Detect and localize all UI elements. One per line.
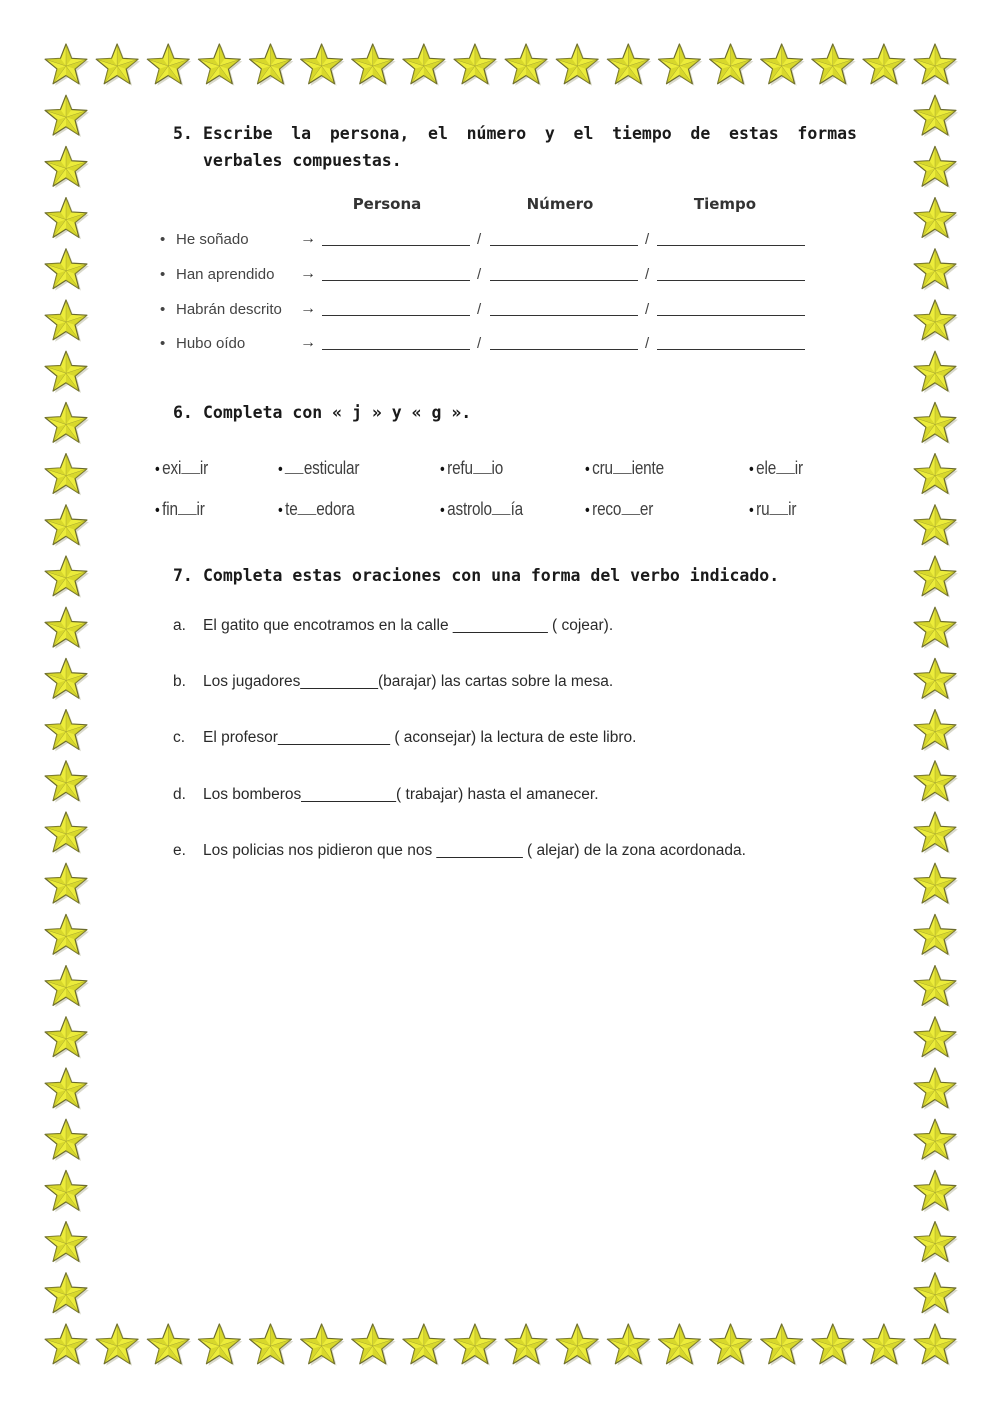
star-icon bbox=[45, 710, 89, 752]
star-icon bbox=[914, 1119, 958, 1161]
verb-form-label: He soñado bbox=[176, 231, 249, 248]
sentence-item bbox=[173, 673, 613, 691]
star-icon bbox=[96, 1324, 140, 1366]
bullet: • bbox=[278, 461, 283, 478]
arrow-right-icon: → bbox=[300, 265, 316, 282]
star-icon bbox=[45, 1017, 89, 1059]
star-icon bbox=[45, 198, 89, 240]
word-start: astrolo bbox=[447, 499, 492, 519]
arrow-right-icon: → bbox=[300, 334, 316, 351]
star-icon bbox=[45, 249, 89, 291]
arrow-right-icon: → bbox=[300, 300, 316, 317]
word-end: edora bbox=[316, 499, 355, 519]
star-icon bbox=[914, 812, 958, 854]
bullet: • bbox=[160, 301, 166, 318]
letter-blank[interactable] bbox=[178, 513, 197, 515]
star-icon bbox=[45, 812, 89, 854]
star-icon bbox=[454, 44, 498, 86]
star-icon bbox=[914, 556, 958, 598]
star-icon bbox=[812, 44, 856, 86]
star-icon bbox=[914, 914, 958, 956]
separator-slash: / bbox=[645, 231, 650, 248]
separator-slash: / bbox=[477, 231, 482, 248]
letter-blank[interactable] bbox=[473, 472, 492, 474]
sentence-text: El profesor_____________ ( aconsejar) la lectura de este libro. bbox=[203, 729, 637, 746]
star-icon bbox=[863, 1324, 907, 1366]
star-icon bbox=[403, 1324, 447, 1366]
star-icon bbox=[914, 505, 958, 547]
verb-form-label: Han aprendido bbox=[176, 266, 275, 283]
word-end: er bbox=[639, 499, 654, 519]
bullet: • bbox=[749, 461, 754, 478]
separator-slash: / bbox=[645, 301, 650, 318]
word-end: ir bbox=[788, 499, 797, 519]
separator-slash: / bbox=[645, 335, 650, 352]
sentence-item bbox=[173, 617, 613, 635]
answer-blank-tiempo[interactable] bbox=[657, 280, 805, 281]
star-icon bbox=[914, 300, 958, 342]
bullet: • bbox=[749, 502, 754, 519]
star-icon bbox=[710, 44, 754, 86]
star-icon bbox=[45, 44, 89, 86]
sentence-letter: a. bbox=[173, 617, 186, 634]
section-6-heading bbox=[173, 403, 857, 422]
star-icon bbox=[914, 1222, 958, 1264]
star-icon bbox=[45, 146, 89, 188]
word-end: esticular bbox=[303, 458, 360, 478]
star-icon bbox=[403, 44, 447, 86]
section-5-title: Escribe la persona, el número y el tiempo de estas formas verbales compuestas. bbox=[203, 124, 857, 170]
letter-blank[interactable] bbox=[613, 472, 632, 474]
letter-blank[interactable] bbox=[769, 513, 788, 515]
star-icon bbox=[96, 44, 140, 86]
star-icon bbox=[914, 761, 958, 803]
star-icon bbox=[45, 556, 89, 598]
star-icon bbox=[914, 249, 958, 291]
answer-blank-persona[interactable] bbox=[322, 349, 470, 350]
letter-blank[interactable] bbox=[776, 472, 795, 474]
fill-in-word bbox=[278, 499, 355, 520]
star-icon bbox=[45, 454, 89, 496]
letter-blank[interactable] bbox=[285, 472, 304, 474]
star-icon bbox=[505, 1324, 549, 1366]
star-icon bbox=[147, 44, 191, 86]
star-icon bbox=[45, 966, 89, 1008]
star-icon bbox=[914, 44, 958, 86]
star-icon bbox=[914, 1273, 958, 1315]
word-start: reco bbox=[592, 499, 622, 519]
bullet: • bbox=[440, 461, 445, 478]
star-icon bbox=[45, 761, 89, 803]
word-end: io bbox=[491, 458, 504, 478]
bullet: • bbox=[160, 335, 166, 352]
section-6-title: Completa con « j » y « g ». bbox=[203, 403, 472, 422]
letter-blank[interactable] bbox=[621, 513, 640, 515]
star-icon bbox=[250, 1324, 294, 1366]
star-icon bbox=[45, 1324, 89, 1366]
star-icon bbox=[710, 1324, 754, 1366]
star-icon bbox=[914, 863, 958, 905]
star-icon bbox=[352, 1324, 396, 1366]
bullet: • bbox=[278, 502, 283, 519]
arrow-right-icon: → bbox=[300, 230, 316, 247]
star-icon bbox=[914, 1068, 958, 1110]
word-start: cru bbox=[592, 458, 613, 478]
bullet: • bbox=[585, 461, 590, 478]
sentence-letter: b. bbox=[173, 673, 186, 690]
separator-slash: / bbox=[477, 335, 482, 352]
answer-blank-tiempo[interactable] bbox=[657, 349, 805, 350]
column-header-tiempo: Tiempo bbox=[693, 195, 757, 213]
verb-form-label: Hubo oído bbox=[176, 335, 246, 352]
section-7-number: 7. bbox=[173, 566, 193, 585]
sentence-letter: c. bbox=[173, 729, 186, 746]
star-icon bbox=[914, 710, 958, 752]
fill-in-word bbox=[440, 499, 523, 520]
star-icon bbox=[658, 1324, 702, 1366]
sentence-letter: d. bbox=[173, 786, 186, 803]
word-start: exi bbox=[162, 458, 182, 478]
star-icon bbox=[914, 146, 958, 188]
bullet: • bbox=[160, 266, 166, 283]
answer-blank-numero[interactable] bbox=[490, 349, 638, 350]
star-icon bbox=[863, 44, 907, 86]
word-start: ele bbox=[756, 458, 777, 478]
fill-in-word bbox=[749, 499, 796, 520]
fill-in-word bbox=[278, 458, 359, 479]
sentence-letter: e. bbox=[173, 842, 186, 859]
word-end: ir bbox=[196, 499, 205, 519]
answer-blank-numero[interactable] bbox=[490, 315, 638, 316]
word-start: te bbox=[285, 499, 298, 519]
star-icon bbox=[914, 1170, 958, 1212]
bullet: • bbox=[155, 502, 160, 519]
fill-in-word bbox=[155, 458, 208, 479]
bullet: • bbox=[160, 231, 166, 248]
star-icon bbox=[45, 607, 89, 649]
star-icon bbox=[607, 44, 651, 86]
section-5-heading bbox=[173, 120, 857, 174]
star-icon bbox=[914, 1017, 958, 1059]
star-icon bbox=[914, 402, 958, 444]
sentence-text: El gatito que encotramos en la calle ___________ ( cojear). bbox=[203, 617, 614, 634]
star-icon bbox=[556, 44, 600, 86]
answer-blank-numero[interactable] bbox=[490, 280, 638, 281]
star-icon bbox=[198, 1324, 242, 1366]
word-end: ir bbox=[199, 458, 209, 478]
star-icon bbox=[761, 44, 805, 86]
star-icon bbox=[761, 1324, 805, 1366]
star-icon bbox=[556, 1324, 600, 1366]
star-icon bbox=[45, 1119, 89, 1161]
sentence-text: Los policias nos pidieron que nos __________ ( alejar) de la zona acordonada. bbox=[203, 842, 746, 859]
word-end: ía bbox=[510, 499, 524, 519]
word-end: ir bbox=[794, 458, 803, 478]
star-icon bbox=[914, 1324, 958, 1366]
section-7-title: Completa estas oraciones con una forma del verbo indicado. bbox=[203, 566, 780, 585]
answer-blank-persona[interactable] bbox=[322, 245, 470, 246]
star-icon bbox=[505, 44, 549, 86]
section-7-heading bbox=[173, 566, 857, 585]
letter-blank[interactable] bbox=[181, 472, 200, 474]
star-icon bbox=[301, 44, 345, 86]
star-icon bbox=[658, 44, 702, 86]
answer-blank-persona[interactable] bbox=[322, 315, 470, 316]
word-end: iente bbox=[631, 458, 664, 478]
star-icon bbox=[198, 44, 242, 86]
sentence-item bbox=[173, 729, 636, 747]
fill-in-word bbox=[155, 499, 205, 520]
sentence-item bbox=[173, 842, 746, 860]
star-icon bbox=[914, 95, 958, 137]
answer-blank-tiempo[interactable] bbox=[657, 245, 805, 246]
star-icon bbox=[45, 658, 89, 700]
star-icon bbox=[301, 1324, 345, 1366]
bullet: • bbox=[155, 461, 160, 478]
fill-in-word bbox=[749, 458, 803, 479]
fill-in-word bbox=[585, 499, 653, 520]
star-icon bbox=[45, 505, 89, 547]
star-icon bbox=[45, 1273, 89, 1315]
star-icon bbox=[454, 1324, 498, 1366]
sentence-item bbox=[173, 786, 599, 804]
word-start: refu bbox=[447, 458, 473, 478]
sentence-text: Los jugadores_________(barajar) las cartas sobre la mesa. bbox=[203, 673, 614, 690]
star-icon bbox=[45, 914, 89, 956]
star-icon bbox=[45, 402, 89, 444]
letter-blank[interactable] bbox=[298, 513, 317, 515]
star-icon bbox=[607, 1324, 651, 1366]
separator-slash: / bbox=[645, 266, 650, 283]
answer-blank-numero[interactable] bbox=[490, 245, 638, 246]
fill-in-word bbox=[440, 458, 503, 479]
column-header-numero: Número bbox=[526, 195, 594, 213]
star-icon bbox=[914, 966, 958, 1008]
star-icon bbox=[812, 1324, 856, 1366]
section-6-number: 6. bbox=[173, 403, 193, 422]
star-icon bbox=[45, 351, 89, 393]
answer-blank-tiempo[interactable] bbox=[657, 315, 805, 316]
star-icon bbox=[45, 95, 89, 137]
star-icon bbox=[250, 44, 294, 86]
word-start: fin bbox=[162, 499, 178, 519]
separator-slash: / bbox=[477, 266, 482, 283]
verb-form-label: Habrán descrito bbox=[176, 301, 282, 318]
letter-blank[interactable] bbox=[492, 513, 511, 515]
fill-in-word bbox=[585, 458, 664, 479]
column-header-persona: Persona bbox=[352, 195, 422, 213]
star-icon bbox=[45, 1170, 89, 1212]
star-icon bbox=[914, 198, 958, 240]
bullet: • bbox=[440, 502, 445, 519]
star-icon bbox=[914, 607, 958, 649]
word-start: ru bbox=[756, 499, 770, 519]
star-icon bbox=[352, 44, 396, 86]
star-icon bbox=[45, 1068, 89, 1110]
star-icon bbox=[45, 1222, 89, 1264]
star-icon bbox=[914, 658, 958, 700]
star-icon bbox=[45, 300, 89, 342]
star-icon bbox=[147, 1324, 191, 1366]
bullet: • bbox=[585, 502, 590, 519]
section-5-number: 5. bbox=[173, 124, 193, 143]
star-icon bbox=[45, 863, 89, 905]
separator-slash: / bbox=[477, 301, 482, 318]
star-icon bbox=[914, 351, 958, 393]
star-icon bbox=[914, 454, 958, 496]
sentence-text: Los bomberos___________( trabajar) hasta el amanecer. bbox=[203, 786, 599, 803]
answer-blank-persona[interactable] bbox=[322, 280, 470, 281]
